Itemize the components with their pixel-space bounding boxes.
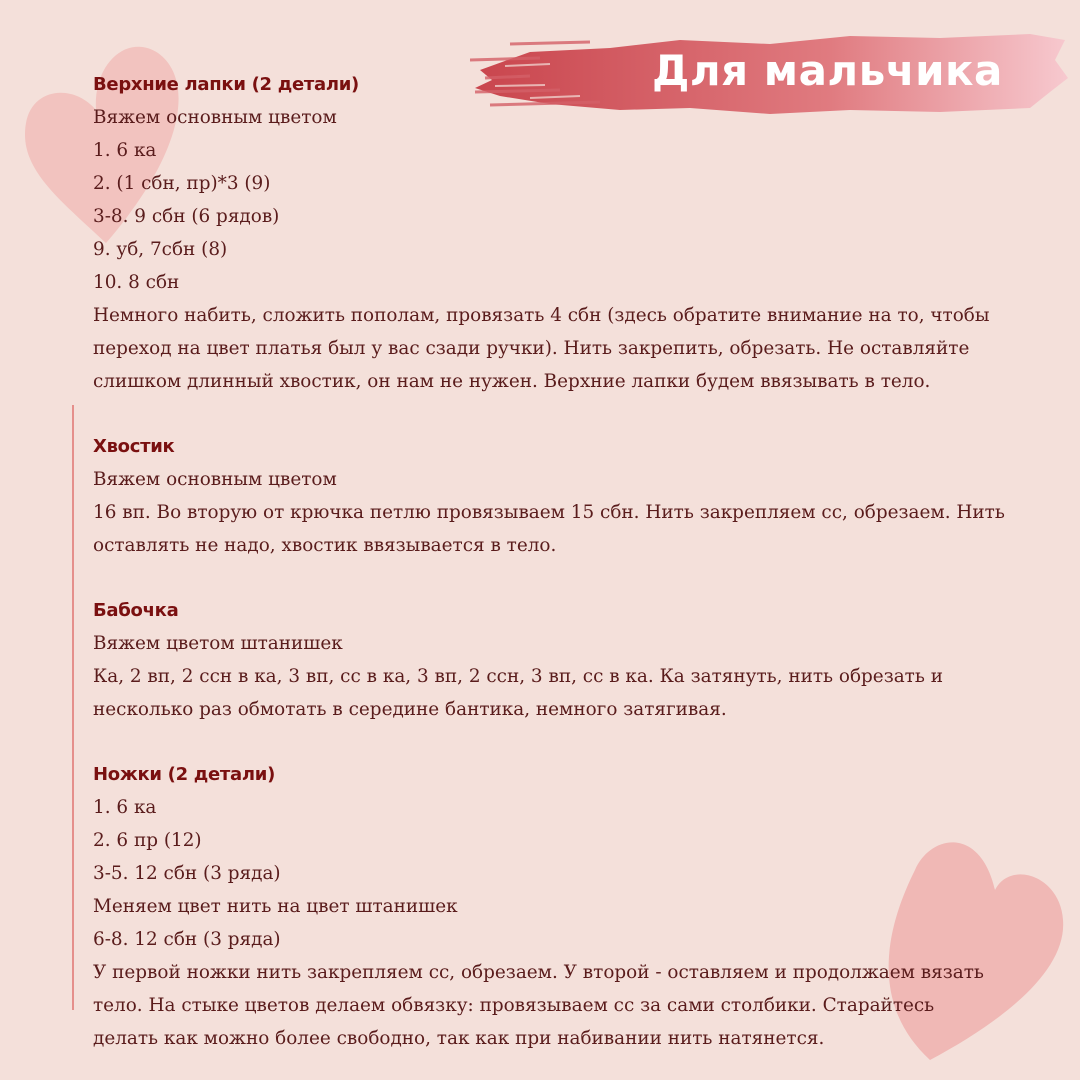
- section-paragraph: [93, 660, 1053, 726]
- section-paragraph: [93, 956, 1053, 1055]
- section-paragraph: [93, 299, 1053, 398]
- pattern-line: 1. 6 ка: [93, 140, 157, 161]
- section-paragraph: [93, 496, 1053, 562]
- paragraph-line: делать как можно более свободно, так как при набивании нить натянется.: [93, 1028, 825, 1049]
- accent-vertical-line: [72, 405, 74, 1010]
- pattern-line: Вяжем основным цветом: [93, 107, 337, 128]
- pattern-line: 3-8. 9 сбн (6 рядов): [93, 206, 280, 227]
- pattern-line: 6-8. 12 сбн (3 ряда): [93, 929, 281, 950]
- pattern-line: Вяжем основным цветом: [93, 469, 337, 490]
- paragraph-line: оставлять не надо, хвостик ввязывается в тело.: [93, 535, 557, 556]
- pattern-line: 1. 6 ка: [93, 797, 157, 818]
- paragraph-line: несколько раз обмотать в середине бантика, немного затягивая.: [93, 699, 727, 720]
- paragraph-line: 16 вп. Во вторую от крючка петлю провязываем 15 сбн. Нить закрепляем сс, обрезаем. Нить: [93, 502, 1005, 523]
- pattern-line: 2. (1 сбн, пр)*3 (9): [93, 173, 271, 194]
- section-upper-paws: [93, 68, 1053, 398]
- paragraph-line: переход на цвет платья был у вас сзади ручки). Нить закрепить, обрезать. Не оставляйте: [93, 338, 970, 359]
- paragraph-line: Немного набить, сложить пополам, провязать 4 сбн (здесь обратите внимание на то, чтобы: [93, 305, 990, 326]
- section-heading: Бабочка: [93, 600, 179, 621]
- section-bow-tie: [93, 594, 1053, 726]
- pattern-line: Меняем цвет нить на цвет штанишек: [93, 896, 458, 917]
- pattern-line: 9. уб, 7сбн (8): [93, 239, 228, 260]
- section-heading: Хвостик: [93, 436, 175, 457]
- paragraph-line: У первой ножки нить закрепляем сс, обрезаем. У второй - оставляем и продолжаем вязать: [93, 962, 984, 983]
- pattern-line: Вяжем цветом штанишек: [93, 633, 343, 654]
- paragraph-line: Ка, 2 вп, 2 ссн в ка, 3 вп, сс в ка, 3 вп, 2 ссн, 3 вп, сс в ка. Ка затянуть, нить обрезать и: [93, 666, 943, 687]
- section-tail: [93, 430, 1053, 562]
- banner-title: Для мальчика: [652, 46, 1003, 95]
- pattern-content: [93, 68, 1053, 1055]
- pattern-line: 10. 8 сбн: [93, 272, 180, 293]
- paragraph-line: тело. На стыке цветов делаем обвязку: провязываем сс за сами столбики. Старайтесь: [93, 995, 935, 1016]
- section-legs: [93, 758, 1053, 1055]
- section-heading: Ножки (2 детали): [93, 764, 276, 785]
- pattern-line: 2. 6 пр (12): [93, 830, 202, 851]
- paragraph-line: слишком длинный хвостик, он нам не нужен. Верхние лапки будем ввязывать в тело.: [93, 371, 931, 392]
- section-heading: Верхние лапки (2 детали): [93, 74, 359, 95]
- pattern-line: 3-5. 12 сбн (3 ряда): [93, 863, 281, 884]
